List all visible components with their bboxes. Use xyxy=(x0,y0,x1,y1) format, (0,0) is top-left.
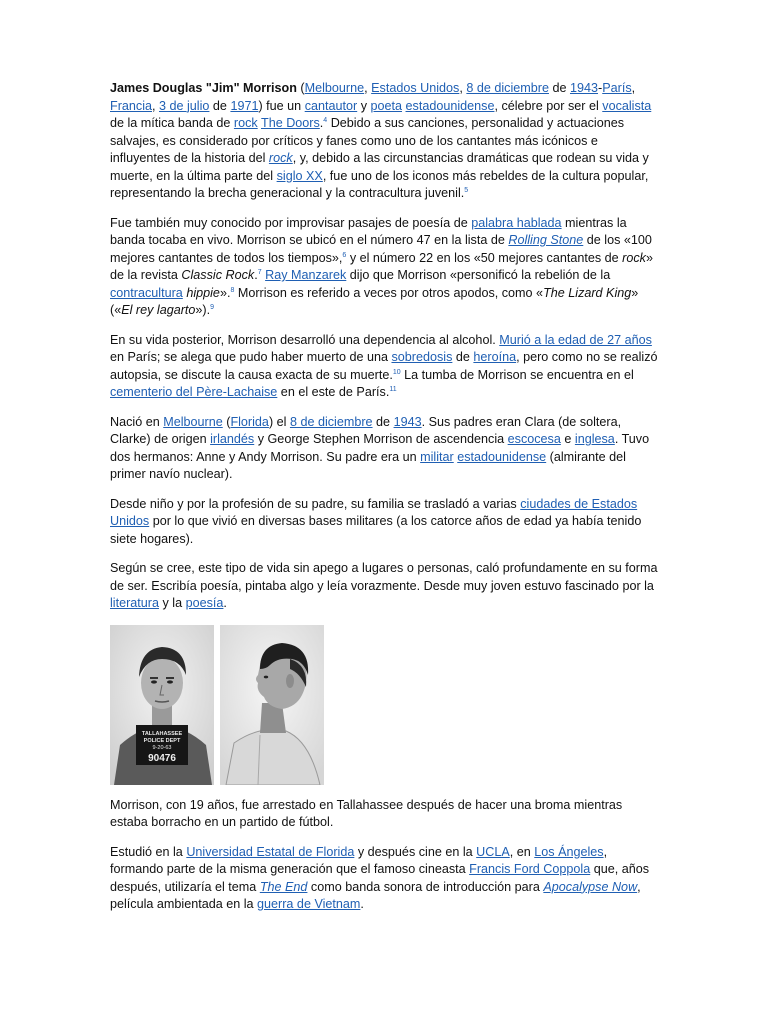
link-poeta[interactable]: poeta xyxy=(370,98,403,113)
link-siglo-xx[interactable]: siglo XX xyxy=(276,168,323,183)
placard-line-3: 9-20-63 xyxy=(152,744,172,751)
footnote-5[interactable]: 5 xyxy=(464,187,469,194)
link-estadounidense[interactable]: estadounidense xyxy=(405,98,495,113)
placard-line-2: POLICE DEPT xyxy=(143,737,181,744)
footnote-8[interactable]: 8 xyxy=(230,286,235,294)
link-inglesa[interactable]: inglesa xyxy=(574,432,615,446)
link-ray-manzarek[interactable]: Ray Manzarek xyxy=(265,268,347,282)
link-estados-unidos[interactable]: Estados Unidos xyxy=(371,81,460,95)
paragraph-lifestyle: Según se cree, este tipo de vida sin apego a lugares o personas, caló profundamente en su forma de ser. Escribía poesía, pintaba algo y leía vorazmente. Desde muy joven estuvo fascinado por la literatura y la poesía. xyxy=(110,561,658,610)
footnote-10[interactable]: 10 xyxy=(392,368,401,376)
link-militar[interactable]: militar xyxy=(420,449,454,464)
link-guerra-vietnam[interactable]: guerra de Vietnam xyxy=(257,897,361,911)
link-palabra-hablada[interactable]: palabra hablada xyxy=(471,215,562,230)
link-1943-2[interactable]: 1943 xyxy=(393,414,422,429)
article-body xyxy=(110,80,658,926)
link-melbourne-2[interactable]: Melbourne xyxy=(163,414,223,429)
link-heroina[interactable]: heroína xyxy=(473,350,517,364)
link-melbourne[interactable]: Melbourne xyxy=(304,81,365,95)
link-8-diciembre[interactable]: 8 de diciembre xyxy=(466,81,549,95)
link-contracultura[interactable]: contracultura xyxy=(110,285,183,300)
link-literatura[interactable]: literatura xyxy=(110,596,159,610)
link-rock[interactable]: rock xyxy=(233,116,258,130)
link-sobredosis[interactable]: sobredosis xyxy=(391,350,453,364)
article-subject-name: James Douglas "Jim" Morrison xyxy=(110,81,297,95)
link-ucla[interactable]: UCLA xyxy=(476,844,510,859)
link-8-diciembre-2[interactable]: 8 de diciembre xyxy=(289,414,373,429)
footnote-7[interactable]: 7 xyxy=(257,269,262,276)
link-1971[interactable]: 1971 xyxy=(230,98,259,113)
paragraph-spoken-word: Fue también muy conocido por improvisar pasajes de poesía de palabra hablada mientras la banda tocaba en vivo. Morrison se ubicó en el número 47 en la lista de Rolling Stone de los «100 mejores cantantes de todos los tiempos»,$^6$ y el número 22 en los «50 mejores cantantes de rock» de la revista Classic Rock.$^7$ Ray Manzarek dijo que Morrison «personificó la rebelión de la contracultura hippie».$^8$ Morrison es referido a veces por otros apodos, como «The Lizard King» («El rey lagarto»).$^9$ xyxy=(110,215,653,317)
link-irlandes[interactable]: irlandés xyxy=(210,432,255,446)
link-cantautor[interactable]: cantautor xyxy=(304,98,358,113)
paragraph-later-life: En su vida posterior, Morrison desarrolló una dependencia al alcohol. Murió a la edad de 27 años en París; se alega que pudo haber muerto de una sobredosis de heroína, pero como no se realizó autopsia, se discute la causa exacta de su muerte.$^{10}$ La tumba de Morrison se encuentra en el cementerio del Père-Lachaise en el este de París.$^{11}$ xyxy=(110,332,658,399)
link-cementerio-pere-lachaise[interactable]: cementerio del Père-Lachaise xyxy=(110,385,278,399)
link-the-doors[interactable]: The Doors xyxy=(261,116,320,130)
link-rock-italic[interactable]: rock xyxy=(268,151,293,165)
footnote-4[interactable]: 4 xyxy=(323,117,328,124)
link-paris[interactable]: París xyxy=(602,81,632,95)
mugshot-image xyxy=(110,625,324,785)
paragraph-intro: James Douglas "Jim" Morrison (Melbourne, Estados Unidos, 8 de diciembre de 1943-París, Francia, 3 de julio de 1971) fue un cantautor y poeta estadounidense, célebre por ser el vocalista de la mítica banda de rock The Doors.$^4$ Debido a sus canciones, personalidad y actuaciones salvajes, es considerado por críticos y fanes como uno de los cantantes más icónicos e influyentes de la historia del rock, y, debido a las circunstancias dramáticas que rodean su vida y muerte, en la última parte del siglo XX, fue uno de los iconos más rebeldes de la cultura popular, representando la brecha generacional y la contracultura juvenil.$^5$ xyxy=(110,81,652,200)
link-1943[interactable]: 1943 xyxy=(569,81,599,95)
link-poesia[interactable]: poesía xyxy=(185,596,224,610)
link-escocesa[interactable]: escocesa xyxy=(507,432,561,446)
photo-caption: Morrison, con 19 años, fue arrestado en Tallahassee después de hacer una broma mientras estaba borracho en un partido de fútbol. xyxy=(110,797,623,829)
footnote-6[interactable]: 6 xyxy=(342,251,347,259)
paragraph-childhood: Desde niño y por la profesión de su padre, su familia se trasladó a varias ciudades de Estados Unidos por lo que vivió en diversas bases militares (a los catorce años de edad ya había tenido siete hogares). xyxy=(110,496,642,546)
link-universidad-estatal-florida[interactable]: Universidad Estatal de Florida xyxy=(186,844,355,859)
mugshot-photo xyxy=(110,625,324,785)
link-3-julio[interactable]: 3 de julio xyxy=(159,98,210,113)
link-ciudades-estados-unidos[interactable]: ciudades de Estados Unidos xyxy=(110,496,638,528)
link-apocalypse-now[interactable]: Apocalypse Now xyxy=(543,879,638,894)
placard-line-1: TALLAHASSEE xyxy=(141,730,183,737)
footnote-9[interactable]: 9 xyxy=(210,304,215,311)
link-los-angeles[interactable]: Los Ángeles xyxy=(534,844,604,859)
link-rolling-stone[interactable]: Rolling Stone xyxy=(508,233,584,247)
placard-number: 90476 xyxy=(148,752,176,764)
link-florida[interactable]: Florida xyxy=(230,414,269,429)
paragraph-education: Estudió en la Universidad Estatal de Florida y después cine en la UCLA, en Los Ángeles, formando parte de la misma generación que el famoso cineasta Francis Ford Coppola que, años después, utilizaría el tema The End como banda sonora de introducción para Apocalypse Now, película ambientada en la guerra de Vietnam. xyxy=(110,844,650,911)
link-estadounidense-2[interactable]: estadounidense xyxy=(457,449,547,464)
footnote-11[interactable]: 11 xyxy=(389,386,397,393)
link-vocalista[interactable]: vocalista xyxy=(602,98,652,113)
link-murio-27[interactable]: Murió a la edad de 27 años xyxy=(499,332,652,347)
link-francis-ford-coppola[interactable]: Francis Ford Coppola xyxy=(469,862,591,876)
paragraph-birth: Nació en Melbourne (Florida) el 8 de diciembre de 1943. Sus padres eran Clara (de soltera, Clarke) de origen irlandés y George Stephen Morrison de ascendencia escocesa e inglesa. Tuvo dos hermanos: Anne y Andy Morrison. Su padre era un militar estadounidense (almirante del primer navío nuclear). xyxy=(110,414,650,481)
link-the-end[interactable]: The End xyxy=(259,879,308,894)
link-francia[interactable]: Francia xyxy=(110,98,152,113)
